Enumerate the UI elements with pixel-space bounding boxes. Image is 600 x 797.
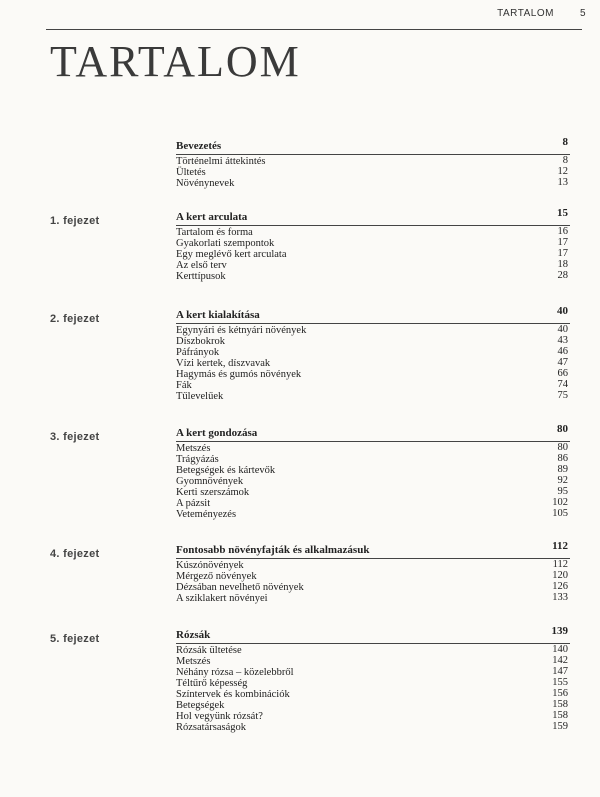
entry-page-number: 120 bbox=[552, 570, 568, 581]
section-heading bbox=[176, 625, 570, 644]
entry-page-number: 75 bbox=[557, 390, 568, 401]
list-item bbox=[176, 249, 570, 260]
entry-list bbox=[176, 325, 570, 402]
entry-title: Egy meglévő kert arculata bbox=[176, 249, 287, 260]
entry-title: Mérgező növények bbox=[176, 571, 257, 582]
entry-page-number: 158 bbox=[552, 699, 568, 710]
section-page-number: 80 bbox=[557, 423, 568, 435]
section-page-number: 40 bbox=[557, 305, 568, 317]
entry-page-number: 140 bbox=[552, 644, 568, 655]
list-item bbox=[176, 325, 570, 336]
chapter-label: 3. fejezet bbox=[50, 431, 100, 443]
section-title: Fontosabb növényfajták és alkalmazásuk bbox=[176, 544, 370, 556]
entry-title: Egynyári és kétnyári növények bbox=[176, 325, 307, 336]
entry-page-number: 28 bbox=[557, 270, 568, 281]
entry-page-number: 40 bbox=[557, 324, 568, 335]
entry-title: Gyakorlati szempontok bbox=[176, 238, 275, 249]
list-item bbox=[176, 700, 570, 711]
list-item bbox=[176, 476, 570, 487]
list-item bbox=[176, 238, 570, 249]
section-heading bbox=[176, 136, 570, 155]
entry-title: Hagymás és gumós növények bbox=[176, 369, 302, 380]
section-title: Rózsák bbox=[176, 629, 211, 641]
entry-page-number: 16 bbox=[557, 226, 568, 237]
entry-title: Kerti szerszámok bbox=[176, 487, 250, 498]
list-item bbox=[176, 156, 570, 167]
list-item bbox=[176, 454, 570, 465]
entry-title: Kúszónövények bbox=[176, 560, 244, 571]
section-page-number: 112 bbox=[552, 540, 568, 552]
entry-page-number: 47 bbox=[557, 357, 568, 368]
entry-page-number: 74 bbox=[557, 379, 568, 390]
entry-title: Történelmi áttekintés bbox=[176, 156, 266, 167]
list-item bbox=[176, 443, 570, 454]
entry-page-number: 102 bbox=[552, 497, 568, 508]
entry-page-number: 126 bbox=[552, 581, 568, 592]
list-item bbox=[176, 369, 570, 380]
entry-title: Metszés bbox=[176, 656, 211, 667]
list-item bbox=[176, 678, 570, 689]
list-item bbox=[176, 645, 570, 656]
entry-page-number: 18 bbox=[557, 259, 568, 270]
list-item bbox=[176, 656, 570, 667]
entry-title: Díszbokrok bbox=[176, 336, 225, 347]
entry-title: Ültetés bbox=[176, 167, 206, 178]
list-item bbox=[176, 227, 570, 238]
chapter-label: 4. fejezet bbox=[50, 548, 100, 560]
entry-title: Rózsatársaságok bbox=[176, 722, 246, 733]
entry-title: Növénynevek bbox=[176, 178, 235, 189]
list-item bbox=[176, 260, 570, 271]
entry-page-number: 112 bbox=[552, 559, 568, 570]
entry-page-number: 95 bbox=[557, 486, 568, 497]
entry-page-number: 80 bbox=[557, 442, 568, 453]
entry-page-number: 92 bbox=[557, 475, 568, 486]
section-title: A kert kialakítása bbox=[176, 309, 260, 321]
entry-list bbox=[176, 227, 570, 282]
entry-page-number: 133 bbox=[552, 592, 568, 603]
entry-page-number: 13 bbox=[557, 177, 568, 188]
entry-title: A sziklakert növényei bbox=[176, 593, 268, 604]
list-item bbox=[176, 347, 570, 358]
chapter-label: 5. fejezet bbox=[50, 633, 100, 645]
list-item bbox=[176, 711, 570, 722]
section-heading bbox=[176, 423, 570, 442]
entry-title: Betegségek és kártevők bbox=[176, 465, 276, 476]
chapter-label: 2. fejezet bbox=[50, 313, 100, 325]
list-item bbox=[176, 509, 570, 520]
entry-page-number: 89 bbox=[557, 464, 568, 475]
top-rule bbox=[46, 29, 582, 30]
running-head bbox=[497, 8, 586, 19]
list-item bbox=[176, 689, 570, 700]
entry-title: Az első terv bbox=[176, 260, 227, 271]
entry-title: Néhány rózsa – közelebbről bbox=[176, 667, 294, 678]
entry-title: Tartalom és forma bbox=[176, 227, 253, 238]
entry-title: Metszés bbox=[176, 443, 211, 454]
entry-page-number: 66 bbox=[557, 368, 568, 379]
entry-page-number: 12 bbox=[557, 166, 568, 177]
page-title: TARTALOM bbox=[50, 37, 301, 86]
section-page-number: 139 bbox=[551, 625, 568, 637]
section-heading bbox=[176, 305, 570, 324]
running-title: TARTALOM bbox=[497, 8, 554, 19]
list-item bbox=[176, 722, 570, 733]
list-item bbox=[176, 336, 570, 347]
entry-title: Téltűrő képesség bbox=[176, 678, 248, 689]
list-item bbox=[176, 571, 570, 582]
section-title: A kert gondozása bbox=[176, 427, 258, 439]
entry-page-number: 43 bbox=[557, 335, 568, 346]
entry-list bbox=[176, 560, 570, 604]
entry-page-number: 158 bbox=[552, 710, 568, 721]
entry-page-number: 17 bbox=[557, 248, 568, 259]
list-item bbox=[176, 271, 570, 282]
entry-page-number: 46 bbox=[557, 346, 568, 357]
entry-title: Rózsák ültetése bbox=[176, 645, 242, 656]
entry-title: Páfrányok bbox=[176, 347, 220, 358]
section-title: Bevezetés bbox=[176, 140, 222, 152]
list-item bbox=[176, 465, 570, 476]
entry-title: Tűlevelűek bbox=[176, 391, 224, 402]
list-item bbox=[176, 167, 570, 178]
list-item bbox=[176, 391, 570, 402]
section-heading bbox=[176, 207, 570, 226]
chapter-label: 1. fejezet bbox=[50, 215, 100, 227]
entry-list bbox=[176, 156, 570, 189]
section-page-number: 15 bbox=[557, 207, 568, 219]
page-number: 5 bbox=[579, 8, 586, 19]
entry-page-number: 147 bbox=[552, 666, 568, 677]
entry-title: Színtervek és kombinációk bbox=[176, 689, 290, 700]
entry-page-number: 8 bbox=[562, 155, 568, 166]
list-item bbox=[176, 560, 570, 571]
entry-title: A pázsit bbox=[176, 498, 211, 509]
section-page-number: 8 bbox=[562, 136, 568, 148]
entry-title: Hol vegyünk rózsát? bbox=[176, 711, 263, 722]
entry-title: Gyomnövények bbox=[176, 476, 244, 487]
entry-title: Dézsában nevelhető növények bbox=[176, 582, 304, 593]
entry-title: Veteményezés bbox=[176, 509, 237, 520]
entry-title: Kerttípusok bbox=[176, 271, 226, 282]
entry-page-number: 156 bbox=[552, 688, 568, 699]
list-item bbox=[176, 178, 570, 189]
section-title: A kert arculata bbox=[176, 211, 248, 223]
entry-title: Trágyázás bbox=[176, 454, 219, 465]
list-item bbox=[176, 380, 570, 391]
list-item bbox=[176, 582, 570, 593]
entry-page-number: 142 bbox=[552, 655, 568, 666]
entry-page-number: 17 bbox=[557, 237, 568, 248]
entry-title: Betegségek bbox=[176, 700, 225, 711]
list-item bbox=[176, 667, 570, 678]
entry-list bbox=[176, 645, 570, 733]
entry-title: Vízi kertek, díszvavak bbox=[176, 358, 271, 369]
entry-page-number: 105 bbox=[552, 508, 568, 519]
list-item bbox=[176, 498, 570, 509]
list-item bbox=[176, 593, 570, 604]
entry-page-number: 155 bbox=[552, 677, 568, 688]
list-item bbox=[176, 487, 570, 498]
entry-list bbox=[176, 443, 570, 520]
entry-page-number: 159 bbox=[552, 721, 568, 732]
entry-title: Fák bbox=[176, 380, 192, 391]
section-heading bbox=[176, 540, 570, 559]
list-item bbox=[176, 358, 570, 369]
entry-page-number: 86 bbox=[557, 453, 568, 464]
